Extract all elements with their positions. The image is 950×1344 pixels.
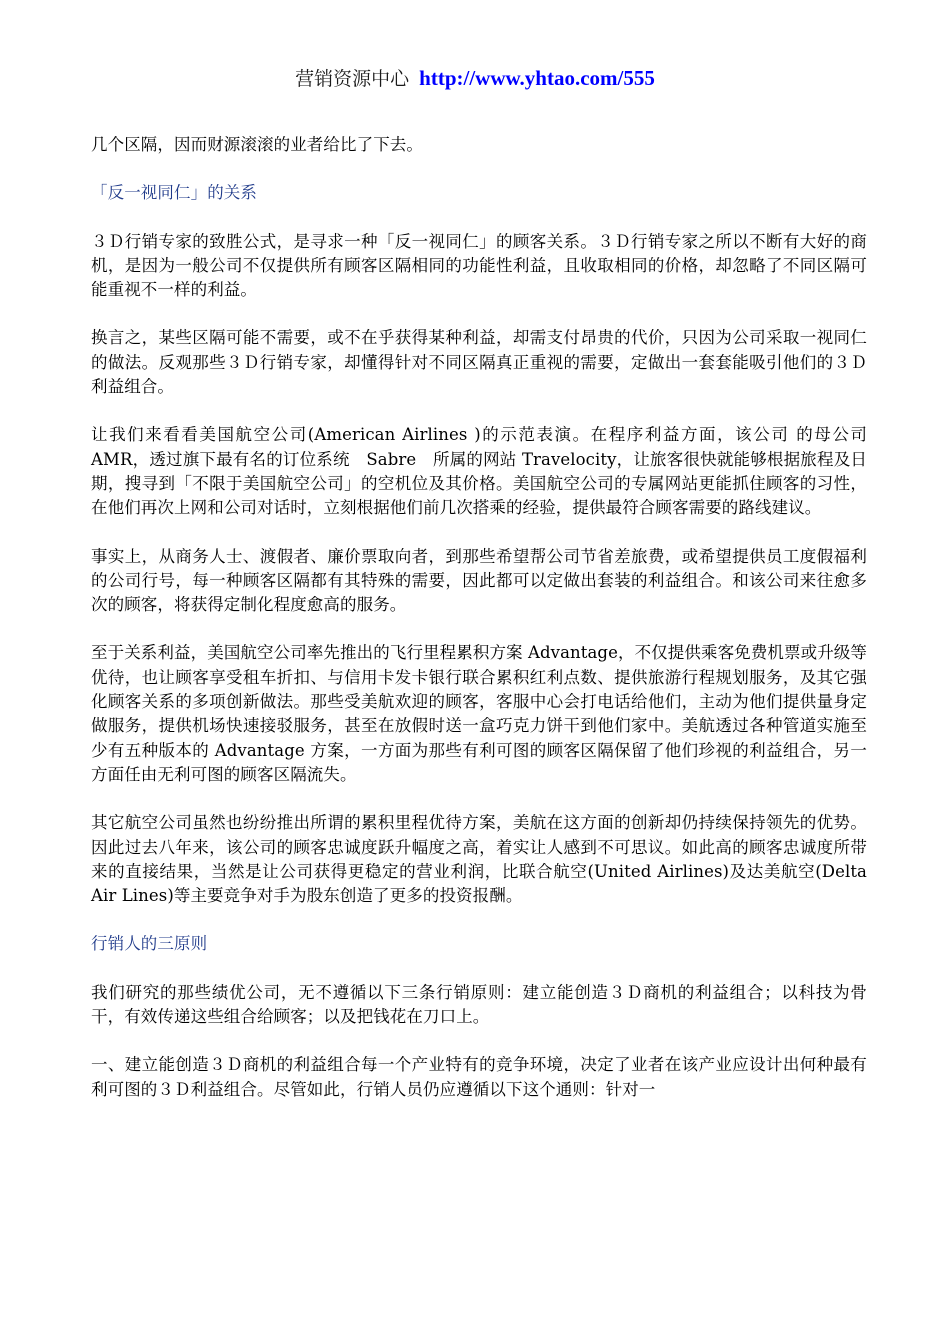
site-name: 营销资源中心 — [295, 68, 410, 90]
site-url-link[interactable]: http://www.yhtao.com/555 — [419, 66, 655, 90]
intro-paragraph-tail: 几个区隔，因而财源滚滚的业者给比了下去。 — [91, 135, 423, 154]
paragraph-2: 换言之，某些区隔可能不需要，或不在乎获得某种利益，却需支付昂贵的代价，只因为公司采取一视同仁的做法。反观那些３Ｄ行销专家，却懂得针对不同区隔真正重视的需要，定做出一套套能吸引他们的３Ｄ利益组合。 — [91, 328, 867, 397]
paragraph-3: 让我们来看看美国航空公司(American Airlines )的示范表演。在程序利益方面，该公司 的母公司 AMR，透过旗下最有名的订位系统 Sabre 所属的网站 Travelocity，让旅客很快就能够根据旅程及日期，搜寻到「不限于美国航空公司」的空机位及其价格。美国航空公司的专属网站更能抓住顾客的习性，在他们再次上网和公司对话时，立刻根据他们前几次搭乘的经验，提供最符合顾客需要的路线建议。 — [91, 425, 884, 518]
paragraph-8: 一、建立能创造３Ｄ商机的利益组合每一个产业特有的竞争环境，决定了业者在该产业应设计出何种最有利可图的３Ｄ利益组合。尽管如此，行销人员仍应遵循以下这个通则：针对一 — [91, 1055, 867, 1099]
paragraph-7: 我们研究的那些绩优公司，无不遵循以下三条行销原则：建立能创造３Ｄ商机的利益组合；以科技为骨干，有效传递这些组合给顾客；以及把钱花在刀口上。 — [91, 982, 867, 1027]
paragraph-5: 至于关系利益，美国航空公司率先推出的飞行里程累积方案 Advantage，不仅提供乘客免费机票或升级等优待，也让顾客享受租车折扣、与信用卡发卡银行联合累积红利点数、提供旅游行程规划服务，及其它强化顾客关系的多项创新做法。那些受美航欢迎的顾客，客服中心会打电话给他们，主动为他们提供量身定做服务，提供机场快速接驳服务，甚至在放假时送一盒巧克力饼干到他们家中。美航透过各种管道实施至少有五种版本的 Advantage 方案，一方面为那些有利可图的顾客区隔保留了他们珍视的利益组合，另一方面任由无利可图的顾客区隔流失。 — [91, 643, 867, 784]
document-body — [91, 133, 884, 1126]
page-header — [0, 64, 950, 93]
section-heading-1: 「反一视同仁」的关系 — [91, 183, 257, 203]
paragraph-4: 事实上，从商务人士、渡假者、廉价票取向者，到那些希望帮公司节省差旅费，或希望提供员工度假福利的公司行号，每一种顾客区隔都有其特殊的需要，因此都可以定做出套装的利益组合。和该公司来往愈多次的顾客，将获得定制化程度愈高的服务。 — [91, 546, 867, 615]
section-heading-2: 行销人的三原则 — [91, 934, 208, 954]
paragraph-6: 其它航空公司虽然也纷纷推出所谓的累积里程优待方案，美航在这方面的创新却仍持续保持领先的优势。因此过去八年来，该公司的顾客忠诚度跃升幅度之高，着实让人感到不可思议。如此高的顾客忠诚度所带来的直接结果，当然是让公司获得更稳定的营业利润，比联合航空(United Airlines)及达美航空(Delta Air Lines)等主要竞争对手为股东创造了更多的投资报酬。 — [91, 813, 867, 906]
paragraph-1: ３Ｄ行销专家的致胜公式，是寻求一种「反一视同仁」的顾客关系。３Ｄ行销专家之所以不断有大好的商机，是因为一般公司不仅提供所有顾客区隔相同的功能性利益，且收取相同的价格，却忽略了不同区隔可能重视不一样的利益。 — [91, 231, 867, 300]
